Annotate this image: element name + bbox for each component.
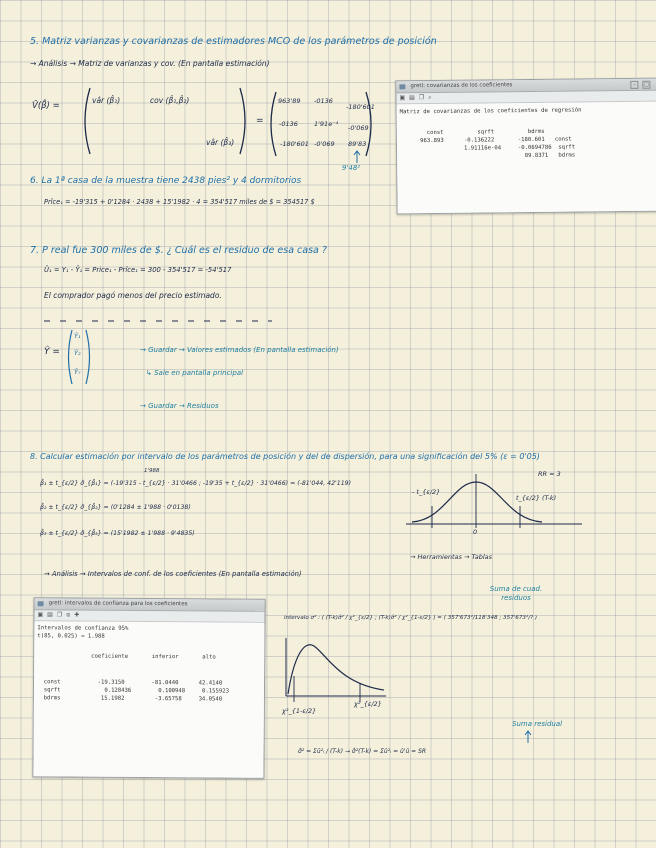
m21: -0136 (279, 120, 298, 128)
zero-label: 0 (473, 528, 478, 536)
beta3-interval: β̂₃ ± t_{ε/2} σ̂_{β̂₃} = (15'1982 ± 1'988 · 9'4835) (40, 530, 195, 537)
main-screen-note: ↳ Sale en pantalla principal (146, 369, 244, 377)
m13: -180'601 (346, 103, 375, 111)
t-plus-label: t_{ε/2} (T-k) (516, 494, 557, 502)
confidence-row-0: coeficiente inferior alto (37, 653, 216, 661)
rr-label: RR = 3 (538, 470, 561, 478)
gretl-app-icon (38, 601, 44, 606)
conf-intervals-path: → Análisis → Intervalos de conf. de los coeficientes (En pantalla estimación) (44, 570, 302, 578)
m22: 1'91e⁻⁴ (314, 120, 339, 128)
gretl-confidence-titlebar (35, 598, 265, 612)
copy-icon[interactable]: ❐ (418, 94, 425, 102)
covariance-row-1: 963.893 -0.136222 -180.601 const (399, 136, 572, 145)
covariance-row-3: 89.8371 bdrms (400, 152, 576, 161)
cov-matrix-lhs: V̂(β̂) = (32, 101, 60, 111)
save-icon[interactable]: ▣ (399, 94, 406, 102)
symbolic-matrix-left-paren (78, 86, 92, 156)
copy-icon[interactable]: ❐ (56, 611, 63, 619)
m11: 963'89 (278, 97, 301, 105)
print-icon[interactable]: ▤ (409, 94, 415, 102)
yhat-7: Ŷ₇ (74, 368, 81, 376)
sigma-formula: σ̂² = Σû²ᵢ / (T-k) → σ̂²(T-k) = Σû²ᵢ = û'û = SR (298, 748, 427, 755)
save-residuals-path: → Guardar → Residuos (140, 402, 219, 410)
gretl-covariance-title: gretl: covarianzas de los coeficientes (410, 82, 513, 90)
confidence-row-2: const -19.3150 -81.0440 42.4140 (37, 679, 223, 687)
matrix-note: 9'48² (342, 164, 361, 172)
yhat-label: Ŷ = (44, 347, 60, 357)
beta1-interval: β̂₁ ± t_{ε/2} σ̂_{β̂₁} = (-19'315 - t_{ε/2} · 31'0466 ; -19'35 + t_{ε/2} · 31'0466) = (-81'044, 42'119) (40, 480, 351, 487)
confidence-line-1: Intervalos de confianza 95% (37, 625, 129, 632)
confidence-line-2: t(85, 0.025) = 1.988 (37, 633, 105, 640)
yhat-2: Ŷ₂ (74, 349, 81, 357)
m33: 89'83 (348, 140, 367, 148)
gretl-confidence-window (32, 597, 265, 779)
yhat-left-paren (64, 328, 74, 386)
m31: -180'601 (280, 140, 309, 148)
symbolic-var-b3: vâr (β̂₃) (206, 138, 235, 147)
section-6-title: 6. La 1ª casa de la muestra tiene 2438 pies² y 4 dormitorios (30, 176, 302, 186)
section-7-title: 7. P real fue 300 miles de $. ¿ Cuál es el residuo de esa casa ? (30, 245, 327, 256)
covariance-header: Matriz de covarianzas de los coeficientes de regresión (399, 107, 582, 116)
m32: -0'069 (314, 140, 335, 148)
gretl-covariance-window (395, 78, 656, 215)
chi-right-label: χ²_{ε/2} (354, 700, 382, 708)
gretl-confidence-title: gretl: intervalos de confianza para los coeficientes (48, 600, 188, 608)
save-icon[interactable]: ▣ (37, 611, 44, 619)
add-icon[interactable]: ✚ (74, 611, 80, 619)
t-minus-label: - t_{ε/2} (412, 488, 441, 496)
covariance-row-0: const sqrft bdrms (399, 128, 545, 137)
matrix-equals: = (256, 116, 264, 126)
gretl-confidence-body (33, 621, 264, 778)
find-icon[interactable]: ⌕ (428, 94, 432, 102)
section-7-formula: Û₁ = Y₁ - Ŷ₁ = Price₁ - Prîce₁ = 300 - 354'517 = -54'517 (44, 266, 232, 274)
m23: -0'069 (348, 124, 369, 132)
gretl-covariance-body (397, 102, 656, 214)
covariance-row-2: 1.91116e-04 -0.0694786 sqrft (399, 144, 576, 153)
beta2-interval: β̂₂ ± t_{ε/2} σ̂_{β̂₂} = (0'1284 ± 1'988 · 0'0138) (40, 504, 191, 511)
maximize-icon[interactable]: □ (643, 81, 649, 88)
chi-left-label: χ²_{1-ε/2} (282, 707, 317, 715)
gretl-app-icon (399, 84, 405, 89)
section-5-menu-path: → Análisis → Matriz de varianzas y cov. (En pantalla estimación) (30, 59, 270, 68)
print-icon[interactable]: ▤ (47, 611, 53, 619)
section-5-title: 5. Matriz varianzas y covarianzas de estimadores MCO de los parámetros de posición (30, 36, 437, 47)
sum-residual-label: Suma residual (512, 720, 563, 728)
confidence-row-4: bdrms 15.1982 -3.65758 34.0540 (36, 695, 223, 703)
section-7-note: El comprador pagó menos del precio estimado. (44, 291, 222, 300)
dashed-divider (44, 318, 274, 324)
confidence-row-3: sqrft 0.128436 0.100948 0.155923 (36, 687, 229, 695)
section-8-title: 8. Calcular estimación por intervalo de los parámetros de posición y del de dispersión, para una significación del 5% (ε = 0'05) (30, 452, 540, 461)
chi-square-curve (280, 636, 390, 706)
sigma-interval: intervalo σ² : ( (T-k)σ̂² / χ²_{ε/2} ; (T-k)σ̂² / χ²_{1-ε/2} ) = ( 357'673²/118'348 ; 357'673²/? ) (284, 615, 538, 621)
numeric-matrix-right-paren (364, 90, 378, 158)
sum-squared-residuals-label: Suma de cuad. residuos (489, 585, 543, 602)
alpha-icon[interactable]: α (66, 611, 71, 619)
numeric-matrix-left-paren (264, 90, 278, 158)
minimize-icon[interactable]: – (630, 81, 638, 89)
yhat-1: Ŷ₁ (74, 332, 81, 340)
up-arrow-icon (524, 730, 532, 744)
t-distribution-curve (404, 470, 584, 536)
yhat-right-paren (84, 328, 94, 386)
tables-path: → Herramientas → Tablas (410, 553, 493, 561)
section-6-formula: Prîce₁ = -19'315 + 0'1284 · 2438 + 15'1982 · 4 = 354'517 miles de $ = 354517 $ (44, 198, 315, 206)
symbolic-matrix-right-paren (238, 86, 252, 156)
symbolic-cov-b1-b2: cov (β̂₁,β̂₂) (150, 96, 190, 105)
save-fitted-path: → Guardar → Valores estimados (En pantalla estimación) (140, 346, 339, 354)
up-arrow-icon (353, 150, 361, 164)
t-critical-value: 1'988 (144, 468, 160, 474)
m12: -0136 (314, 97, 333, 105)
symbolic-var-b1: vâr (β̂₁) (92, 96, 121, 105)
